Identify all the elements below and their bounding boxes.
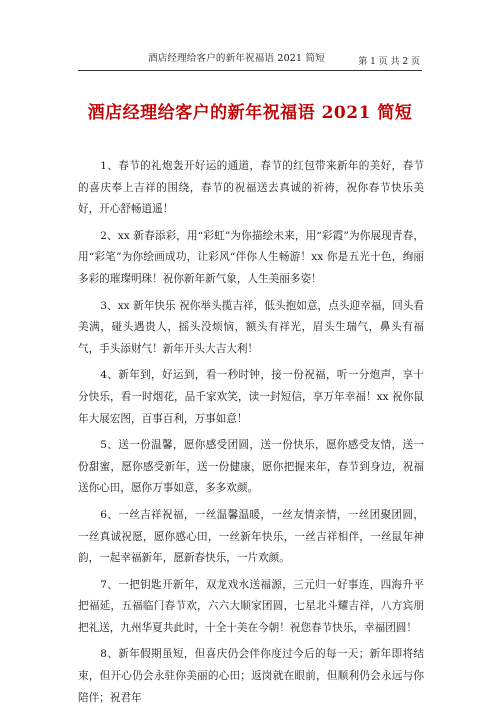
- page-header: [0, 44, 500, 70]
- paragraph: 2、xx 新春添彩，用“彩虹”为你描绘未来，用“彩霞”为你展现青春，用“彩笔”为你绘画成功，让彩风“伴你人生畅游！xx 你是五光十色，绚丽多彩的璀璨明珠！祝你新年新气象，人生美丽多姿！: [78, 229, 424, 285]
- paragraph: 3、xx 新年快乐 祝你举头揽吉祥，低头抱如意，点头迎幸福，回头看美满，碰头遇贵人，摇头没烦恼，额头有祥光，眉头生瑞气，鼻头有福气，手头添财气！新年开头大吉大利！: [78, 299, 424, 355]
- paragraph: 8、新年假期虽短，但喜庆仍会伴你度过今后的每一天；新年即将结束，但开心仍会永驻你美丽的心田；返岗就在眼前，但顺利仍会永远与你陪伴；祝君年: [78, 648, 424, 704]
- paragraph: 7、一把钥匙开新年，双龙戏水送福源，三元归一好事连，四海升平把福延，五福临门春节欢，六六大顺家团圆，七星北斗耀吉祥，八方宾朋把礼送，九州华夏共此时，十全十美在今朝！祝您春节快乐，幸福团圆！: [78, 578, 424, 634]
- paragraph: 1、春节的礼炮轰开好运的通道，春节的红包带来新年的美好，春节的喜庆奉上吉祥的围绕，春节的祝福送去真诚的祈祷，祝你春节快乐美好，开心舒畅逍遥！: [78, 160, 424, 216]
- header-divider: [78, 70, 422, 71]
- document-body: [78, 156, 424, 714]
- header-title: 酒店经理给客户的新年祝福语 2021 简短: [148, 53, 325, 64]
- page-indicator: 第 1 页 共 2 页: [358, 57, 420, 67]
- paragraph: 6、一丝吉祥祝福，一丝温馨温暖，一丝友情亲情，一丝团聚团圆，一丝真诚祝愿，愿你感心田，一丝新年快乐，一丝吉祥相伴，一丝鼠年神韵，一起幸福新年，愿新春快乐，一片欢颜。: [78, 508, 424, 565]
- paragraph: 5、送一份温馨，愿你感受团圆，送一份快乐，愿你感受友情，送一份甜蜜，愿你感受新年，送一份健康，愿你把握来年，春节到身边，祝福送你心田，愿你万事如意，多多欢颜。: [78, 439, 424, 495]
- document-title: 酒店经理给客户的新年祝福语 2021 简短: [87, 103, 413, 123]
- paragraph: 4、新年到，好运到，看一秒时钟，接一份祝福，听一分炮声，享十分快乐，看一时烟花，品千家欢笑，读一封短信，享万年幸福！xx 祝你鼠年大展宏图，百事百利，万事如意！: [78, 369, 424, 425]
